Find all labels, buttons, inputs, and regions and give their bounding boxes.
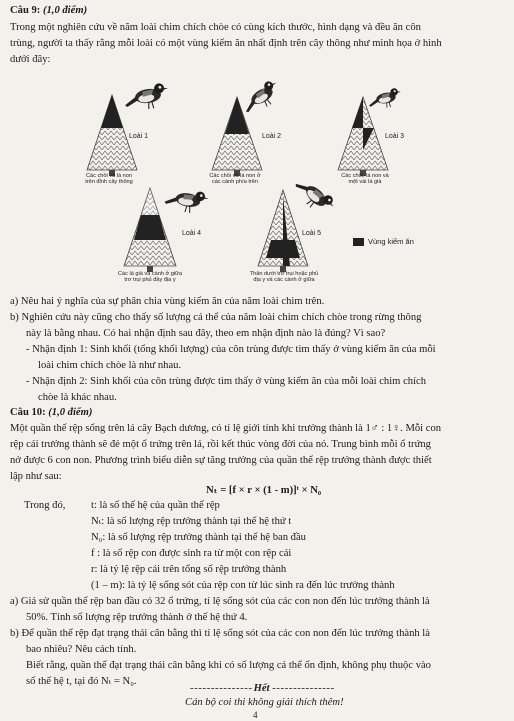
q9-part-a: a) Nêu hai ý nghĩa của sự phân chia vùng kiếm ăn của năm loài chim trên. (10, 296, 325, 307)
q9-statement1-line2: loài chim chích chòe là như nhau. (38, 360, 182, 371)
q9-intro-line1: Trong một nghiên cứu về năm loài chim chích chòe có cùng kích thước, hình dạng và đều ăn côn (10, 22, 421, 33)
q9-intro-line2: trùng, người ta thấy rằng mỗi loài có một vùng kiếm ăn nhất định trên cây thông như minh họa ở hình (10, 38, 442, 49)
definition-m: (1 – m): là tỷ lệ sống sót của rệp con từ lúc sinh ra đến lúc trưởng thành (91, 580, 395, 591)
caption-tree-4: Các lá già và cành ở giữa trơ trụi phủ đầy địa y (117, 271, 182, 284)
label-species-5: Loài 5 (302, 230, 322, 237)
label-species-3: Loài 3 (385, 133, 405, 140)
footer-note: Cán bộ coi thi không giải thích thêm! (185, 697, 344, 708)
q10-heading-line (10, 407, 92, 419)
definition-f: f : là số rệp con được sinh ra từ một con rệp cái (91, 548, 292, 559)
q10-intro-line4: lập như sau: (10, 471, 62, 482)
q9-points: (1,0 điểm) (42, 5, 88, 16)
definition-r: r: là tỷ lệ rệp cái trên tổng số rệp trưởng thành (91, 564, 287, 575)
where-label: Trong đó, (24, 500, 66, 511)
legend-label: Vùng kiếm ăn (368, 237, 414, 246)
q9-intro-line3: dưới đây: (10, 54, 51, 65)
q10-part-b-line4: số thế hệ t, tại đó Nₜ = N₀. (26, 676, 137, 687)
pine-tree-figure (0, 0, 514, 300)
q9-part-b-line1: b) Nghiên cứu này cũng cho thấy số lượng cá thể của năm loài chim chích chòe trong rừng thông (10, 312, 422, 323)
definition-n0: N₀: là số lượng rệp trưởng thành tại thế hệ ban đầu (91, 532, 306, 543)
caption-tree-2: Các chồi và lá non ở các cành phía trên (209, 173, 261, 186)
q10-intro-line1: Một quần thể rệp sống trên lá cây Bạch dương, có tỉ lệ giới tính khi trưởng thành là 1♂ : 1♀. Mỗi con (10, 423, 442, 434)
q9-part-b-line2: này là bằng nhau. Có hai nhận định sau đây, theo em nhận định nào là đúng? Vì sao? (26, 328, 386, 339)
q10-intro-line3: nở được 6 con non. Phương trình biểu diễn sự tăng trưởng của quần thể rệp trưởng thành được thiết (10, 455, 432, 466)
caption-tree-5: Thân dưới trơ trụi hoặc phủ địa y và các cành ở giữa (249, 271, 319, 284)
end-marker: Hết (253, 683, 270, 694)
q9-statement2-line1: - Nhận định 2: Sinh khối của côn trùng được tìm thấy ở vùng kiếm ăn của mỗi loài chim chích (26, 376, 427, 387)
label-species-1: Loài 1 (129, 133, 149, 140)
caption-tree-3: Các chồi, lá non và một vài lá già (341, 173, 389, 186)
tree-species-5 (258, 172, 337, 272)
q9-heading: Câu 9: (10, 5, 41, 16)
q10-heading: Câu 10: (10, 407, 46, 418)
q10-points: (1,0 điểm) (48, 407, 93, 418)
definition-t: t: là số thế hệ của quần thể rệp (91, 500, 220, 511)
page-number: 4 (253, 710, 258, 720)
dash-left: - - - - - - - - - - - - - - - (190, 683, 251, 694)
q9-statement2-line2: chòe là khác nhau. (38, 392, 117, 403)
tree-species-1 (87, 82, 171, 176)
tree-species-2 (212, 78, 284, 176)
q10-intro-line2: rệp cái trưởng thành sẽ đẻ một ổ trứng trên lá, rồi kết thúc vòng đời của nó. Trung bình mỗi ổ trứng (10, 439, 431, 450)
dash-right: - - - - - - - - - - - - - - - (272, 683, 334, 694)
growth-formula: Nₜ = [f × r × (1 - m)]ᵗ × N₀ (206, 485, 322, 496)
q10-part-b-line3: Biết rằng, quần thể đạt trạng thái cân bằng khi có số lượng cá thể ổn định, không phụ thuộc vào (26, 660, 431, 671)
legend-swatch (353, 238, 364, 246)
definition-nt: Nₜ: là số lượng rệp trưởng thành tại thế hệ thứ t (91, 516, 292, 527)
tree-species-3 (338, 87, 403, 176)
tree-species-4 (124, 186, 209, 272)
q10-part-a-line1: a) Giả sử quần thể rệp ban đầu có 32 ổ trứng, tỉ lệ sống sót của các con non đến lúc trưởng thành là (10, 596, 430, 607)
label-species-4: Loài 4 (182, 230, 202, 237)
q10-part-a-line2: 50%. Tính số lượng rệp trưởng thành ở thế hệ thứ 4. (26, 612, 248, 623)
caption-tree-1: Các chồi và lá non trên đỉnh cây thông (85, 173, 133, 186)
q9-statement1-line1: - Nhận định 1: Sinh khối (tổng khối lượng) của côn trùng được tìm thấy ở vùng kiếm ăn của mỗi (26, 344, 436, 355)
q10-part-b-line2: bao nhiêu? Nêu cách tính. (26, 644, 137, 655)
label-species-2: Loài 2 (262, 133, 282, 140)
end-marker-line (190, 683, 333, 695)
q10-part-b-line1: b) Để quần thể rệp đạt trạng thái cân bằng thì tỉ lệ sống sót của các con non đến lúc trưởng thành là (10, 628, 430, 639)
